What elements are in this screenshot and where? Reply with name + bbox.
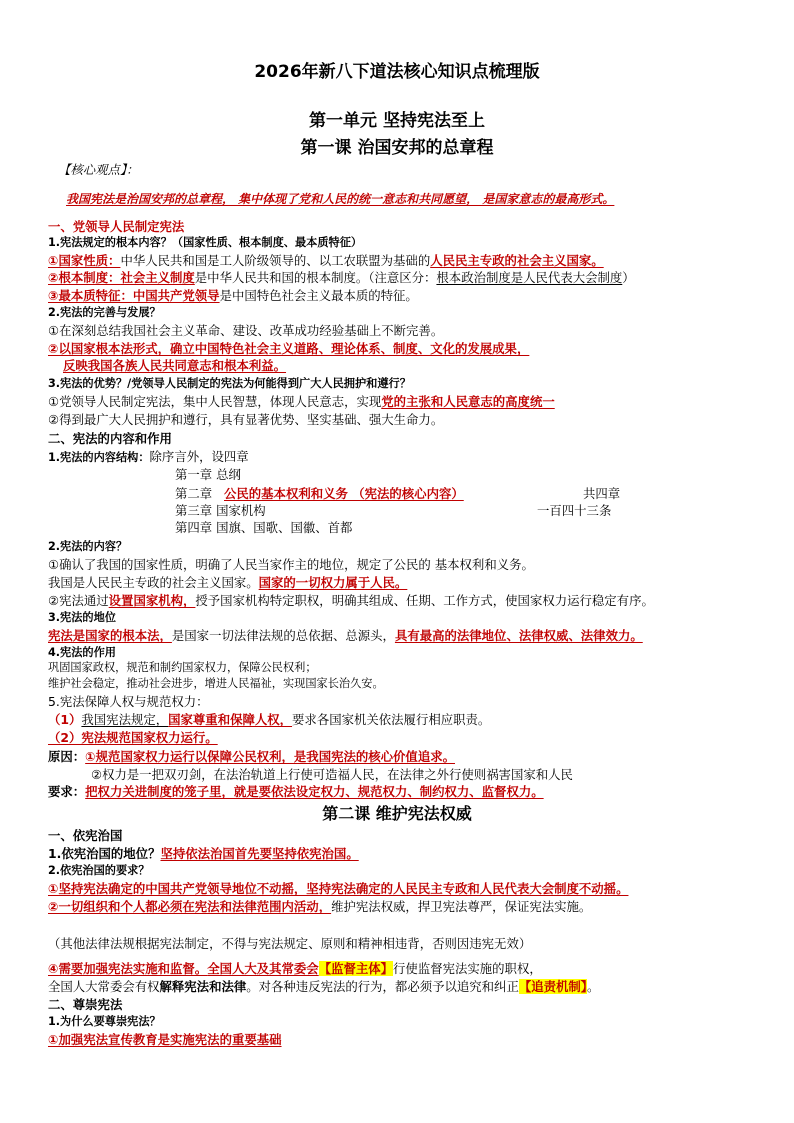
s2-f2: 维护社会稳定，推动社会进步，增进人民福祉，实现国家长治久安。 [48,677,384,690]
s2-q1-label: 1.宪法的内容结构： [48,451,150,464]
s1-a2-end: ） [622,270,635,285]
s3-question1 [48,845,359,862]
chapter-3: 第三章 国家机构 [175,503,266,518]
s1-c1-text: ①党领导人民制定宪法，集中人民智慧，体现人民意志，实现 [48,394,382,409]
s2-f1: 巩固国家政权，规范和制约国家权力，保障公民权利； [48,661,317,674]
s1-c1-red: 党的主张和人民意志的高度统一 [381,394,555,409]
chapter-count: 共四章 [583,486,621,501]
chapter-4: 第四章 国旗、国歌、国徽、首都 [175,520,353,535]
s3-h1: ①坚持宪法确定的中国共产党领导地位不动摇，坚持宪法确定的人民民主专政和人民代表大会制度不动摇。 [48,881,629,896]
s3-h6-a: 全国人大常委会有权 [48,979,160,994]
s3-h5-text: 行使监督宪法实施的职权， [393,961,542,976]
s1-question2: 2.宪法的完善与发展？ [48,306,161,319]
s1-c2: ②得到最广大人民拥护和遵行，具有显著优势、坚实基础、强大生命力。 [48,412,444,427]
s2-g1-c: 要求各国家机关依法履行相应职责。 [292,712,491,727]
supervision-subject-tag: 【监督主体】 [318,961,394,976]
s3-h2 [48,898,591,915]
s3-question2: 2.依宪治国的要求？ [48,864,150,877]
s3-q1-label: 1.依宪治国的地位？ [48,846,161,861]
s2-question5: 5.宪法保障人权与规范权力： [48,694,209,709]
s2-q1-text: 除序言外，设四章 [149,449,249,464]
s3-h6-c: 。对各种违反宪法的行为，都必须予以追究和纠正 [246,979,519,994]
section4-heading: 二、尊崇宪法 [48,997,123,1012]
requirement-red: 把权力关进制度的笼子里，就是要依法设定权力、规范权力、制约权力、监督权力。 [85,784,544,799]
s1-answer1 [48,252,604,269]
s3-h6-b: 解释宪法和法律 [159,979,247,994]
s1-a2-red: 社会主义制度 [120,270,195,285]
doc-title: 2026年新八下道法核心知识点梳理版 [254,62,540,82]
reason-1-red: ①规范国家权力运行以保障公民权利，是我国宪法的核心价值追求。 [85,749,455,764]
s2-d1: ①确认了我国的国家性质，明确了人民当家作主的地位，规定了公民的 基本权利和义务。 [48,557,534,572]
s2-g1-num: （1） [48,712,82,727]
s2-d3-red: 设置国家机构， [108,593,196,608]
s3-h2-red: ②一切组织和个人都必须在宪法和法律范围内活动， [48,899,332,914]
s1-answer2 [48,269,635,286]
s2-question3: 3.宪法的地位 [48,611,116,624]
s3-h2-text: 维护宪法权威，捍卫宪法尊严，保证宪法实施。 [331,899,592,914]
s3-h6 [48,978,599,995]
s2-d3-a: ②宪法通过 [48,593,109,608]
s1-b1: ①在深刻总结我国社会主义革命、建设、改革成功经验基础上不断完善。 [48,323,444,338]
s1-a3-red: 中国共产党领导 [132,288,220,303]
s1-a3-label: ③最本质特征： [48,288,133,303]
s1-a2-underline: 根本政治制度是人民代表大会制度 [436,270,623,285]
reason-1 [48,748,455,765]
s1-a1-text: 中华人民共和国是工人阶级领导的、以工农联盟为基础的 [120,253,431,268]
chapter-2-label: 第二章 [175,486,213,501]
s2-question2: 2.宪法的内容？ [48,540,128,553]
s2-e1-red1: 宪法是国家的根本法， [48,628,172,643]
s2-e1 [48,627,643,644]
core-view-text: 我国宪法是治国安邦的总章程， 集中体现了党和人民的统一意志和共同愿望， 是国家意志的最高形式。 [66,192,615,206]
s1-a3-text: 是中国特色社会主义最本质的特征。 [219,288,418,303]
s2-question4: 4.宪法的作用 [48,646,116,659]
s3-q1-red: 坚持依法治国首先要坚持依宪治国。 [160,846,359,861]
requirement-label: 要求： [48,784,86,799]
s1-b2: ②以国家根本法形式，确立中国特色社会主义道路、理论体系、制度、文化的发展成果， [48,341,530,356]
s2-d2-text: 我国是人民民主专政的社会主义国家。 [48,575,259,590]
s2-d3-b: 授予国家机构特定职权，明确其组成、任期、工作方式，使国家权力运行稳定有序。 [195,593,654,608]
s1-c1 [48,393,555,410]
s4-question1: 1.为什么要尊崇宪法？ [48,1015,161,1028]
s1-b3: 反映我国各族人民共同意志和根本利益。 [63,358,287,373]
s2-d2 [48,574,407,591]
s2-d3 [48,592,654,609]
accountability-tag: 【追责机制】 [518,979,587,994]
s1-question3: 3.宪法的优势？/党领导人民制定的宪法为何能得到广大人民拥护和遵行？ [48,377,411,390]
s3-h5 [48,960,542,977]
s2-d2-red: 国家的一切权力属于人民。 [258,575,408,590]
core-view-label: 【核心观点】： [58,162,139,177]
s2-g1-b: 我国宪法规定， [81,712,169,727]
s2-question1 [48,448,249,466]
section2-heading: 二、宪法的内容和作用 [48,431,172,446]
s2-g1 [48,711,490,728]
article-count: 一百四十三条 [537,503,612,518]
s2-g1-red: 国家尊重和保障人权， [168,712,293,727]
s1-answer3 [48,287,418,304]
reason-2: ②权力是一把双刃剑，在法治轨道上行使可造福人民，在法律之外行使则祸害国家和人民 [91,767,573,782]
s3-h5-red: ④需要加强宪法实施和监督。 [48,961,208,976]
section1-heading: 一、党领导人民制定宪法 [48,219,185,234]
s2-e1-red2: 具有最高的法律地位、法律权威、法律效力。 [394,628,643,643]
s2-g2: （2）宪法规范国家权力运行。 [48,730,218,745]
chapter-1: 第一章 总纲 [175,467,241,482]
chapter-2 [175,485,464,502]
lesson1-title: 第一课 治国安邦的总章程 [300,138,494,158]
s3-h6-end: 。 [587,979,600,994]
s1-a1-label: ①国家性质： [48,253,121,268]
s4-i1: ①加强宪法宣传教育是实施宪法的重要基础 [48,1032,282,1047]
unit-title: 第一单元 坚持宪法至上 [309,111,485,131]
lesson2-title: 第二课 维护宪法权威 [322,804,472,823]
s2-e1-text: 是国家一切法律法规的总依据、总源头， [171,628,395,643]
chapter-2-red: 公民的基本权利和义务 （宪法的核心内容） [224,486,464,501]
s1-a1-red: 人民民主专政的社会主义国家。 [430,253,604,268]
s1-a2-label: ②根本制度： [48,270,121,285]
s3-h4: （其他法律法规根据宪法制定，不得与宪法规定、原则和精神相违背，否则因违宪无效） [48,936,532,951]
s3-h5-red2: 全国人大及其常委会 [207,961,319,976]
reason-label: 原因： [48,749,86,764]
requirement [48,783,544,800]
section3-heading: 一、依宪治国 [48,828,123,843]
s1-a2-text: 是中华人民共和国的根本制度。（注意区分： [194,270,437,285]
s1-question1: 1.宪法规定的根本内容？（国家性质、根本制度、最本质特征） [48,236,363,249]
